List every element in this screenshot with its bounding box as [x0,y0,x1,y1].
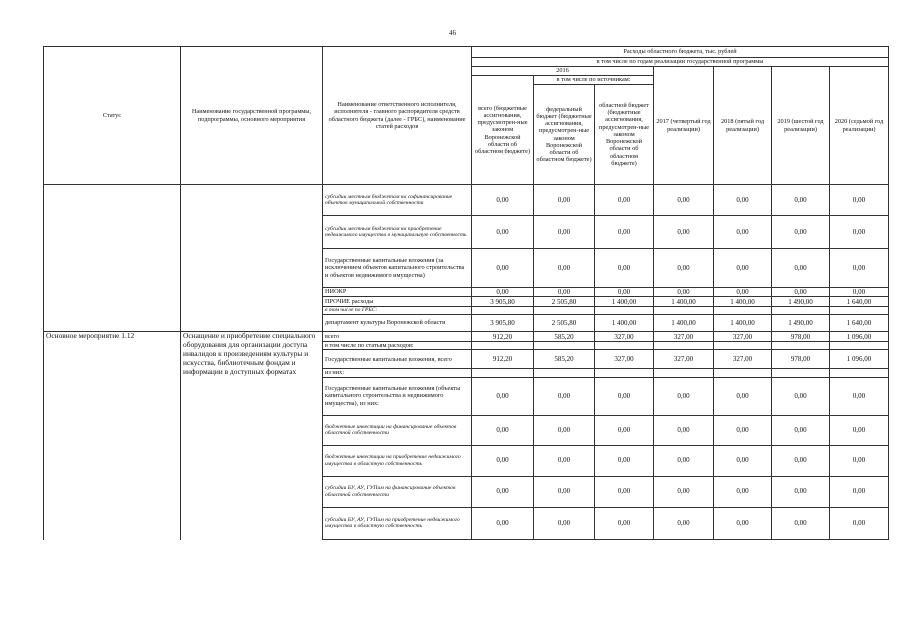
header-regional: областной бюджет (бюджетные ассигнования, предусмотрен-ные законом Воронежской области об областном бюджете) [595,85,654,185]
cell-value: 0,00 [714,249,772,288]
header-by-years: в том числе по годам реализации государственной программы [472,58,889,67]
cell-value: 585,20 [534,350,595,369]
cell-value [714,342,772,350]
page-number: 46 [449,29,456,37]
cell-value: 0,00 [772,249,830,288]
table-header [44,47,889,185]
cell-value: 0,00 [534,445,595,476]
header-status: Статус [44,47,181,185]
cell-value: 327,00 [595,350,654,369]
table-row [44,185,889,216]
cell-value: 0,00 [472,216,534,249]
cell-value: 1 096,00 [830,332,889,342]
cell-value: 978,00 [772,350,830,369]
cell-value: 1 490,00 [772,315,830,332]
cell-value: 0,00 [830,288,889,297]
measure-name: Оснащение и приобретение специального оборудования для организации доступа инвалидов к произведениям культуры и искусства, библиотечным фондам и информации в доступных форматах [181,332,323,539]
row-label: Государственные капитальные вложения (за исключением объектов капитального строительства и объектов недвижимого имущества) [323,249,472,288]
cell-value: 327,00 [595,332,654,342]
cell-value: 1 400,00 [714,297,772,307]
cell-value: 0,00 [534,249,595,288]
row-label: всего [323,332,472,342]
cell-value [714,307,772,315]
cell-value: 912,20 [472,350,534,369]
cell-value: 1 400,00 [595,315,654,332]
cell-value: 0,00 [830,185,889,216]
cell-value: 0,00 [772,476,830,507]
cell-value: 912,20 [472,332,534,342]
cell-value: 0,00 [772,377,830,415]
cell-value [772,342,830,350]
cell-value [772,307,830,315]
cell-value: 2 505,80 [534,315,595,332]
cell-value [472,342,534,350]
cell-value: 0,00 [472,288,534,297]
cell-value: 978,00 [772,332,830,342]
cell-value: 1 400,00 [654,297,714,307]
cell-value: 1 490,00 [772,297,830,307]
row-label: бюджетные инвестиции на приобретение недвижимого имущества в областную собственность [323,445,472,476]
cell-value: 0,00 [534,476,595,507]
cell-value: 0,00 [654,249,714,288]
row-label: ПРОЧИЕ расходы [323,297,472,307]
cell-value: 0,00 [595,476,654,507]
cell-value [534,307,595,315]
cell-value: 0,00 [595,507,654,539]
cell-value: 0,00 [472,415,534,445]
cell-value: 0,00 [772,507,830,539]
cell-value: 0,00 [472,507,534,539]
cell-value: 0,00 [772,216,830,249]
cell-value: 0,00 [654,507,714,539]
cell-value: 0,00 [714,288,772,297]
header-program-name: Наименование государственной программы, подпрограммы, основного мероприятия [181,47,323,185]
cell-value: 0,00 [830,476,889,507]
cell-value: 0,00 [534,507,595,539]
cell-value: 0,00 [714,415,772,445]
row-label: из них: [323,369,472,377]
cell-value: 0,00 [534,288,595,297]
cell-value: 2 505,80 [534,297,595,307]
cell-value: 0,00 [595,445,654,476]
cell-value: 1 096,00 [830,350,889,369]
row-label: в том числе по ГРБС: [323,307,472,315]
row-label: субсидии местным бюджетам на софинансирование объектов муниципальной собственности [323,185,472,216]
row-label: Государственные капитальные вложения, всего [323,350,472,369]
cell-value [654,342,714,350]
cell-value: 0,00 [472,377,534,415]
header-year-2016: 2016 [472,67,654,76]
row-label: НИОКР [323,288,472,297]
cell-value: 0,00 [654,185,714,216]
row-label: субсидии БУ, АУ, ГУПам на финансирование объектов областной собственности [323,476,472,507]
header-expenses: Расходы областного бюджета, тыс. рублей [472,47,889,58]
cell-value: 0,00 [830,507,889,539]
header-total-2016: всего (бюджетные ассигнования, предусмотрен-ные законом Воронежской области об областном бюджете) [472,76,534,185]
row-label: Государственные капитальные вложения (объекты капитального строительства и недвижимого имущества), из них: [323,377,472,415]
cell-value: 0,00 [654,445,714,476]
header-2019: 2019 (шестой год реализации) [772,67,830,185]
cell-value: 0,00 [714,476,772,507]
table-row [44,332,889,342]
header-responsible: Наименование ответственного исполнителя, исполнителя - главного распорядителя средств областного бюджета (далее - ГРБС), наименование статей расходов [323,47,472,185]
cell-value: 3 905,80 [472,315,534,332]
table-body [44,185,889,540]
cell-value: 0,00 [830,445,889,476]
header-by-source: в том числе по источникам: [534,76,654,85]
row-label: в том числе по статьям расходов: [323,342,472,350]
cell-value [595,342,654,350]
cell-value: 0,00 [472,445,534,476]
cell-value [534,342,595,350]
cell-value: 0,00 [654,476,714,507]
cell-value: 585,20 [534,332,595,342]
header-2020: 2020 (седьмой год реализации) [830,67,889,185]
cell-value: 3 905,80 [472,297,534,307]
row-label: субсидии местным бюджетам на приобретение недвижимого имущества в муниципальную собственность [323,216,472,249]
cell-value: 0,00 [830,377,889,415]
cell-value: 327,00 [654,332,714,342]
cell-value: 1 640,00 [830,297,889,307]
budget-table [43,46,889,540]
cell-value [595,369,654,377]
cell-value: 0,00 [772,415,830,445]
cell-value: 0,00 [772,288,830,297]
cell-value [472,307,534,315]
cell-value: 327,00 [714,332,772,342]
cell-value [654,307,714,315]
cell-value: 0,00 [472,476,534,507]
cell-value [472,369,534,377]
cell-value [830,369,889,377]
cell-value: 0,00 [534,377,595,415]
cell-value [534,369,595,377]
cell-value: 0,00 [472,249,534,288]
cell-value: 0,00 [772,445,830,476]
row-label: субсидии БУ, АУ, ГУПам на приобретение недвижимого имущества в областную собственность [323,507,472,539]
cell-value: 0,00 [534,185,595,216]
cell-value [654,369,714,377]
cell-value: 0,00 [772,185,830,216]
cell-value: 0,00 [595,288,654,297]
header-federal: федеральный бюджет (бюджетные ассигнования, предусмотрен-ные законом Воронежской области об областном бюджете) [534,85,595,185]
cell-value [830,307,889,315]
cell-value: 0,00 [830,216,889,249]
cell-value: 0,00 [534,216,595,249]
cell-value: 0,00 [714,185,772,216]
cell-value: 0,00 [595,249,654,288]
header-2018: 2018 (пятый год реализации) [714,67,772,185]
cell-value: 0,00 [654,216,714,249]
cell-value: 0,00 [714,507,772,539]
cell-value [595,307,654,315]
cell-value: 0,00 [595,185,654,216]
cell-value: 0,00 [714,216,772,249]
cell-value [830,342,889,350]
cell-value: 0,00 [714,377,772,415]
cell-value: 1 400,00 [714,315,772,332]
cell-value: 0,00 [595,377,654,415]
row-label: бюджетные инвестиции на финансирование объектов областной собственности [323,415,472,445]
measure-status: Основное мероприятие 1.12 [44,332,181,539]
cell-value: 1 400,00 [654,315,714,332]
cell-value: 0,00 [472,185,534,216]
cell-value: 327,00 [714,350,772,369]
row-label: департамент культуры Воронежской области [323,315,472,332]
cell-value: 0,00 [654,415,714,445]
cell-value [714,369,772,377]
cell-value: 0,00 [595,415,654,445]
cell-value: 0,00 [830,249,889,288]
status-cell-continued [44,185,181,332]
cell-value: 0,00 [830,415,889,445]
cell-value: 0,00 [654,377,714,415]
cell-value: 0,00 [714,445,772,476]
cell-value: 1 400,00 [595,297,654,307]
header-2017: 2017 (четвертый год реализации) [654,67,714,185]
cell-value: 327,00 [654,350,714,369]
cell-value [772,369,830,377]
cell-value: 1 640,00 [830,315,889,332]
cell-value: 0,00 [654,288,714,297]
name-cell-continued [181,185,323,332]
cell-value: 0,00 [534,415,595,445]
cell-value: 0,00 [595,216,654,249]
